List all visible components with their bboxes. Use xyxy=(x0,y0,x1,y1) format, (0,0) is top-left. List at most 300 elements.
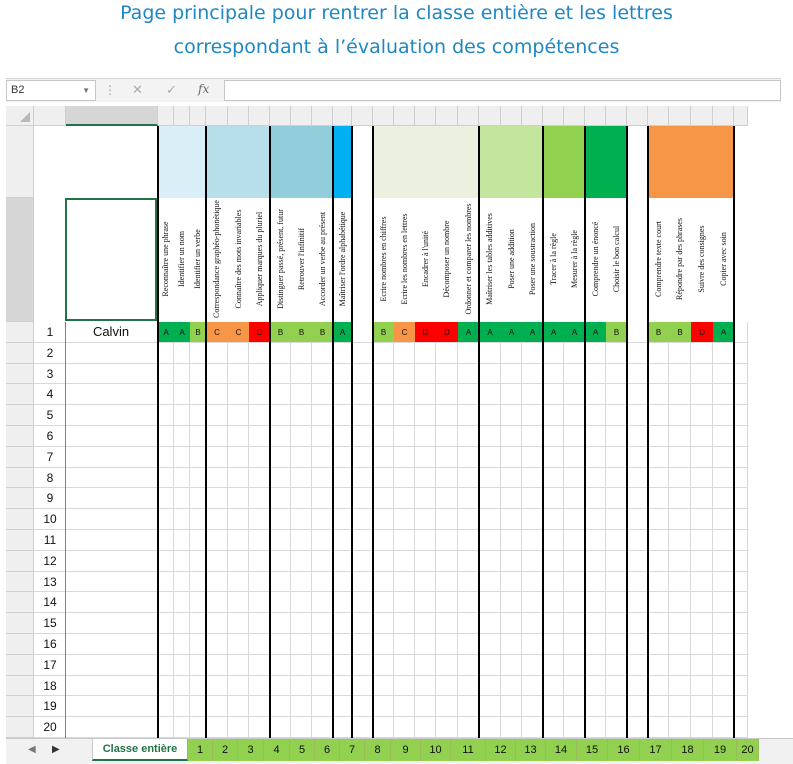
grid-cell[interactable] xyxy=(174,696,190,717)
grade-cell[interactable]: C xyxy=(206,322,228,342)
grid-cell[interactable] xyxy=(648,634,669,655)
grid-cell[interactable] xyxy=(66,655,158,676)
grid-cell[interactable] xyxy=(691,468,713,489)
grid-cell[interactable] xyxy=(270,384,291,405)
grid-cell[interactable] xyxy=(522,676,543,697)
grid-cell[interactable] xyxy=(312,405,333,426)
grid-cell[interactable] xyxy=(206,343,228,364)
grid-cell[interactable] xyxy=(691,613,713,634)
grid-cell[interactable] xyxy=(333,488,352,509)
skill-label-cell[interactable] xyxy=(585,198,606,320)
grid-cell[interactable] xyxy=(713,364,734,385)
grid-cell[interactable] xyxy=(249,447,270,468)
grid-cell[interactable] xyxy=(228,551,249,572)
grid-cell[interactable] xyxy=(627,634,648,655)
grid-cell[interactable] xyxy=(627,447,648,468)
skill-label-cell[interactable] xyxy=(249,198,270,320)
grid-cell[interactable] xyxy=(691,530,713,551)
grid-cell[interactable] xyxy=(415,655,436,676)
grid-cell[interactable] xyxy=(373,364,394,385)
grid-cell[interactable] xyxy=(249,696,270,717)
grid-cell[interactable] xyxy=(190,384,206,405)
row-header-4[interactable] xyxy=(6,343,34,364)
column-header-d[interactable] xyxy=(174,106,190,126)
grid-cell[interactable] xyxy=(606,468,627,489)
grid-cell[interactable] xyxy=(228,447,249,468)
grid-cell[interactable] xyxy=(291,384,312,405)
grid-cell[interactable] xyxy=(249,655,270,676)
row-header-6[interactable] xyxy=(6,384,34,405)
grid-cell[interactable] xyxy=(158,488,174,509)
grid-cell[interactable] xyxy=(648,717,669,738)
grid-cell[interactable] xyxy=(713,530,734,551)
grid-cell[interactable] xyxy=(458,509,479,530)
sheet-tab-5[interactable]: 5 xyxy=(290,739,315,761)
sheet-tab-20[interactable]: 20 xyxy=(737,739,759,761)
column-header-k[interactable] xyxy=(312,106,333,126)
grid-cell[interactable] xyxy=(158,592,174,613)
skill-label-cell[interactable] xyxy=(564,198,585,320)
grid-cell[interactable] xyxy=(564,634,585,655)
grid-cell[interactable] xyxy=(543,426,564,447)
column-header-m[interactable] xyxy=(352,106,373,126)
grid-cell[interactable] xyxy=(333,551,352,572)
grid-cell[interactable] xyxy=(352,488,373,509)
grid-cell[interactable] xyxy=(249,426,270,447)
grid-cell[interactable] xyxy=(333,572,352,593)
grid-cell[interactable] xyxy=(691,592,713,613)
grid-cell[interactable] xyxy=(669,592,691,613)
grid-cell[interactable] xyxy=(734,530,748,551)
grid-cell[interactable] xyxy=(648,364,669,385)
grid-cell[interactable] xyxy=(352,676,373,697)
column-header-ac[interactable] xyxy=(691,106,713,126)
grid-cell[interactable] xyxy=(458,447,479,468)
grid-cell[interactable] xyxy=(564,676,585,697)
grid-cell[interactable] xyxy=(627,530,648,551)
grid-cell[interactable] xyxy=(333,530,352,551)
grid-cell[interactable] xyxy=(564,468,585,489)
grade-cell[interactable]: A xyxy=(522,322,543,342)
grid-cell[interactable] xyxy=(249,468,270,489)
grid-cell[interactable] xyxy=(270,634,291,655)
grid-cell[interactable] xyxy=(669,447,691,468)
skill-label-cell[interactable] xyxy=(648,198,669,320)
grid-cell[interactable] xyxy=(394,426,415,447)
grid-cell[interactable] xyxy=(415,384,436,405)
grid-cell[interactable] xyxy=(606,343,627,364)
grid-cell[interactable] xyxy=(585,405,606,426)
grid-cell[interactable] xyxy=(352,655,373,676)
grid-cell[interactable] xyxy=(585,488,606,509)
grid-cell[interactable] xyxy=(522,426,543,447)
grid-cell[interactable] xyxy=(691,717,713,738)
grid-cell[interactable] xyxy=(669,384,691,405)
grid-cell[interactable] xyxy=(436,696,458,717)
grid-cell[interactable] xyxy=(373,696,394,717)
row-header-7[interactable] xyxy=(6,405,34,426)
grid-cell[interactable] xyxy=(373,447,394,468)
grid-cell[interactable] xyxy=(333,405,352,426)
grid-cell[interactable] xyxy=(522,592,543,613)
grid-cell[interactable] xyxy=(174,551,190,572)
grid-cell[interactable] xyxy=(373,613,394,634)
grid-cell[interactable] xyxy=(627,405,648,426)
grid-cell[interactable] xyxy=(190,717,206,738)
grid-cell[interactable] xyxy=(734,655,748,676)
grid-cell[interactable] xyxy=(394,655,415,676)
column-header-q[interactable] xyxy=(436,106,458,126)
grid-cell[interactable] xyxy=(270,468,291,489)
grid-cell[interactable] xyxy=(436,468,458,489)
sheet-tab-11[interactable]: 11 xyxy=(451,739,486,761)
grid-cell[interactable] xyxy=(543,592,564,613)
grid-cell[interactable] xyxy=(585,572,606,593)
grid-cell[interactable] xyxy=(458,717,479,738)
grid-cell[interactable] xyxy=(627,676,648,697)
grid-cell[interactable] xyxy=(206,613,228,634)
grid-cell[interactable] xyxy=(373,530,394,551)
grid-cell[interactable] xyxy=(458,634,479,655)
grid-cell[interactable] xyxy=(66,530,158,551)
grid-cell[interactable] xyxy=(394,634,415,655)
grid-cell[interactable] xyxy=(228,634,249,655)
row-header-10[interactable] xyxy=(6,468,34,489)
grid-cell[interactable] xyxy=(352,509,373,530)
grid-cell[interactable] xyxy=(158,530,174,551)
grid-cell[interactable] xyxy=(291,572,312,593)
sheet-tab-3[interactable]: 3 xyxy=(238,739,264,761)
sheet-tab-7[interactable]: 7 xyxy=(340,739,365,761)
grid-cell[interactable] xyxy=(669,509,691,530)
grid-cell[interactable] xyxy=(691,364,713,385)
grid-cell[interactable] xyxy=(174,592,190,613)
grid-cell[interactable] xyxy=(734,509,748,530)
grid-cell[interactable] xyxy=(415,613,436,634)
skill-label-cell[interactable] xyxy=(415,198,436,320)
grid-cell[interactable] xyxy=(394,509,415,530)
column-header-z[interactable] xyxy=(627,106,648,126)
grid-cell[interactable] xyxy=(436,634,458,655)
grid-cell[interactable] xyxy=(352,634,373,655)
grid-cell[interactable] xyxy=(606,696,627,717)
grid-cell[interactable] xyxy=(312,676,333,697)
grid-cell[interactable] xyxy=(585,613,606,634)
skill-label-cell[interactable] xyxy=(669,198,691,320)
grid-cell[interactable] xyxy=(543,488,564,509)
grid-cell[interactable] xyxy=(158,468,174,489)
column-header-s[interactable] xyxy=(479,106,501,126)
grid-cell[interactable] xyxy=(249,551,270,572)
grid-cell[interactable] xyxy=(585,592,606,613)
grid-cell[interactable] xyxy=(373,343,394,364)
grid-cell[interactable] xyxy=(352,322,373,343)
grid-cell[interactable] xyxy=(648,551,669,572)
grid-cell[interactable] xyxy=(312,530,333,551)
grid-cell[interactable] xyxy=(522,343,543,364)
grid-cell[interactable] xyxy=(291,613,312,634)
column-header-l[interactable] xyxy=(333,106,352,126)
grid-cell[interactable] xyxy=(436,613,458,634)
skill-label-cell[interactable] xyxy=(206,198,228,320)
grid-cell[interactable] xyxy=(691,426,713,447)
sheet-tab-8[interactable]: 8 xyxy=(365,739,391,761)
grid-cell[interactable] xyxy=(66,343,158,364)
grid-cell[interactable] xyxy=(691,696,713,717)
grid-cell[interactable] xyxy=(249,717,270,738)
grid-cell[interactable] xyxy=(436,447,458,468)
grid-cell[interactable] xyxy=(458,551,479,572)
grid-cell[interactable] xyxy=(174,343,190,364)
grid-cell[interactable] xyxy=(436,551,458,572)
grid-cell[interactable] xyxy=(291,696,312,717)
grid-cell[interactable] xyxy=(291,676,312,697)
grid-cell[interactable] xyxy=(501,676,522,697)
grid-cell[interactable] xyxy=(415,488,436,509)
grid-cell[interactable] xyxy=(352,343,373,364)
grid-cell[interactable] xyxy=(291,468,312,489)
grid-cell[interactable] xyxy=(174,572,190,593)
column-header-j[interactable] xyxy=(291,106,312,126)
grid-cell[interactable] xyxy=(627,322,648,343)
grid-cell[interactable] xyxy=(458,488,479,509)
column-header-p[interactable] xyxy=(415,106,436,126)
grid-cell[interactable] xyxy=(228,592,249,613)
grid-cell[interactable] xyxy=(648,530,669,551)
grid-cell[interactable] xyxy=(669,613,691,634)
grid-cell[interactable] xyxy=(564,343,585,364)
grid-cell[interactable] xyxy=(249,613,270,634)
grid-cell[interactable] xyxy=(228,343,249,364)
grid-cell[interactable] xyxy=(501,343,522,364)
grid-cell[interactable] xyxy=(543,364,564,385)
grade-cell[interactable]: A xyxy=(543,322,564,342)
grid-cell[interactable] xyxy=(627,696,648,717)
grid-cell[interactable] xyxy=(648,343,669,364)
grid-cell[interactable] xyxy=(174,613,190,634)
grid-cell[interactable] xyxy=(606,447,627,468)
grid-cell[interactable] xyxy=(564,405,585,426)
grid-cell[interactable] xyxy=(691,676,713,697)
grid-cell[interactable] xyxy=(312,717,333,738)
grid-cell[interactable] xyxy=(501,696,522,717)
grid-cell[interactable] xyxy=(627,717,648,738)
grid-cell[interactable] xyxy=(585,655,606,676)
sheet-tab-13[interactable]: 13 xyxy=(516,739,546,761)
grid-cell[interactable] xyxy=(669,572,691,593)
row-header-3[interactable] xyxy=(6,322,34,343)
grid-cell[interactable] xyxy=(228,468,249,489)
grid-cell[interactable] xyxy=(585,426,606,447)
grid-cell[interactable] xyxy=(479,572,501,593)
grid-cell[interactable] xyxy=(228,696,249,717)
grid-cell[interactable] xyxy=(606,592,627,613)
grid-cell[interactable] xyxy=(522,717,543,738)
grid-cell[interactable] xyxy=(648,426,669,447)
grid-cell[interactable] xyxy=(249,509,270,530)
grid-cell[interactable] xyxy=(352,717,373,738)
grid-cell[interactable] xyxy=(713,384,734,405)
grid-cell[interactable] xyxy=(501,530,522,551)
grid-cell[interactable] xyxy=(479,717,501,738)
grid-cell[interactable] xyxy=(585,530,606,551)
grid-cell[interactable] xyxy=(352,530,373,551)
column-header-aa[interactable] xyxy=(648,106,669,126)
grid-cell[interactable] xyxy=(190,655,206,676)
grid-cell[interactable] xyxy=(522,384,543,405)
grid-cell[interactable] xyxy=(394,592,415,613)
grid-cell[interactable] xyxy=(606,488,627,509)
column-header-ad[interactable] xyxy=(713,106,734,126)
sheet-tab-16[interactable]: 16 xyxy=(608,739,640,761)
grid-cell[interactable] xyxy=(734,426,748,447)
grid-cell[interactable] xyxy=(648,676,669,697)
grid-cell[interactable] xyxy=(333,343,352,364)
grid-cell[interactable] xyxy=(606,676,627,697)
grid-cell[interactable] xyxy=(312,655,333,676)
sheet-tab-15[interactable]: 15 xyxy=(577,739,608,761)
row-header-21[interactable] xyxy=(6,696,34,717)
grid-cell[interactable] xyxy=(206,405,228,426)
grid-cell[interactable] xyxy=(522,655,543,676)
student-name-cell[interactable]: Calvin xyxy=(92,324,130,339)
grid-cell[interactable] xyxy=(479,655,501,676)
grid-cell[interactable] xyxy=(564,551,585,572)
grid-cell[interactable] xyxy=(270,613,291,634)
grid-cell[interactable] xyxy=(312,696,333,717)
grid-cell[interactable] xyxy=(333,613,352,634)
grid-cell[interactable] xyxy=(352,405,373,426)
grid-cell[interactable] xyxy=(312,426,333,447)
grid-cell[interactable] xyxy=(373,717,394,738)
grid-cell[interactable] xyxy=(206,530,228,551)
grid-cell[interactable] xyxy=(312,592,333,613)
grid-cell[interactable] xyxy=(436,364,458,385)
grid-cell[interactable] xyxy=(585,343,606,364)
grid-cell[interactable] xyxy=(501,509,522,530)
grid-cell[interactable] xyxy=(585,384,606,405)
grid-cell[interactable] xyxy=(352,572,373,593)
grid-cell[interactable] xyxy=(270,509,291,530)
sheet-tab-1[interactable]: 1 xyxy=(188,739,213,761)
skill-label-cell[interactable] xyxy=(291,198,312,320)
grid-cell[interactable] xyxy=(373,468,394,489)
grid-cell[interactable] xyxy=(479,364,501,385)
grid-cell[interactable] xyxy=(501,426,522,447)
grid-cell[interactable] xyxy=(394,717,415,738)
grid-cell[interactable] xyxy=(352,447,373,468)
grid-cell[interactable] xyxy=(394,488,415,509)
grid-cell[interactable] xyxy=(66,364,158,385)
skill-label-cell[interactable] xyxy=(394,198,415,320)
grid-cell[interactable] xyxy=(691,655,713,676)
skill-label-cell[interactable] xyxy=(270,198,291,320)
grid-cell[interactable] xyxy=(206,488,228,509)
grid-cell[interactable] xyxy=(291,655,312,676)
grid-cell[interactable] xyxy=(627,592,648,613)
grid-cell[interactable] xyxy=(394,384,415,405)
grid-cell[interactable] xyxy=(522,551,543,572)
grid-cell[interactable] xyxy=(66,572,158,593)
grid-cell[interactable] xyxy=(501,613,522,634)
column-header-r[interactable] xyxy=(458,106,479,126)
grid-cell[interactable] xyxy=(606,405,627,426)
sheet-tab-12[interactable]: 12 xyxy=(486,739,516,761)
grid-cell[interactable] xyxy=(394,696,415,717)
grid-cell[interactable] xyxy=(190,634,206,655)
column-header-ae[interactable] xyxy=(734,106,748,126)
grid-cell[interactable] xyxy=(543,717,564,738)
grid-cell[interactable] xyxy=(585,468,606,489)
grid-cell[interactable] xyxy=(543,551,564,572)
skill-label-cell[interactable] xyxy=(713,198,734,320)
grid-cell[interactable] xyxy=(436,384,458,405)
grid-cell[interactable] xyxy=(585,696,606,717)
grade-cell[interactable]: B xyxy=(373,322,394,342)
grid-cell[interactable] xyxy=(190,696,206,717)
grid-cell[interactable] xyxy=(66,696,158,717)
grade-cell[interactable]: D xyxy=(691,322,713,342)
grid-cell[interactable] xyxy=(648,655,669,676)
grid-cell[interactable] xyxy=(415,551,436,572)
grid-cell[interactable] xyxy=(190,364,206,385)
grid-cell[interactable] xyxy=(501,634,522,655)
grid-cell[interactable] xyxy=(627,655,648,676)
grid-cell[interactable] xyxy=(691,405,713,426)
grid-cell[interactable] xyxy=(206,717,228,738)
grid-cell[interactable] xyxy=(669,696,691,717)
grid-cell[interactable] xyxy=(352,468,373,489)
chevron-right-icon[interactable]: ▶ xyxy=(52,744,60,755)
grid-cell[interactable] xyxy=(352,592,373,613)
grade-cell[interactable]: A xyxy=(501,322,522,342)
grid-cell[interactable] xyxy=(543,468,564,489)
grid-cell[interactable] xyxy=(734,384,748,405)
grid-cell[interactable] xyxy=(66,384,158,405)
grid-cell[interactable] xyxy=(270,717,291,738)
grid-cell[interactable] xyxy=(734,676,748,697)
grade-cell[interactable]: A xyxy=(713,322,734,342)
grid-cell[interactable] xyxy=(585,447,606,468)
grade-cell[interactable]: B xyxy=(312,322,333,342)
grid-cell[interactable] xyxy=(228,613,249,634)
grid-cell[interactable] xyxy=(373,426,394,447)
grid-cell[interactable] xyxy=(158,447,174,468)
grid-cell[interactable] xyxy=(352,613,373,634)
grid-cell[interactable] xyxy=(627,468,648,489)
grid-cell[interactable] xyxy=(648,488,669,509)
skill-label-cell[interactable] xyxy=(333,198,352,320)
grid-cell[interactable] xyxy=(333,676,352,697)
grid-cell[interactable] xyxy=(373,592,394,613)
grid-cell[interactable] xyxy=(479,426,501,447)
grid-cell[interactable] xyxy=(333,364,352,385)
grid-cell[interactable] xyxy=(249,676,270,697)
column-header-b[interactable] xyxy=(66,106,158,126)
grid-cell[interactable] xyxy=(190,530,206,551)
grid-cell[interactable] xyxy=(564,488,585,509)
grid-cell[interactable] xyxy=(458,426,479,447)
grid-cell[interactable] xyxy=(479,405,501,426)
grid-cell[interactable] xyxy=(713,717,734,738)
grid-cell[interactable] xyxy=(333,696,352,717)
grid-cell[interactable] xyxy=(564,696,585,717)
grid-cell[interactable] xyxy=(734,447,748,468)
grid-cell[interactable] xyxy=(606,509,627,530)
grid-cell[interactable] xyxy=(669,426,691,447)
column-header-w[interactable] xyxy=(564,106,585,126)
grid-cell[interactable] xyxy=(394,551,415,572)
